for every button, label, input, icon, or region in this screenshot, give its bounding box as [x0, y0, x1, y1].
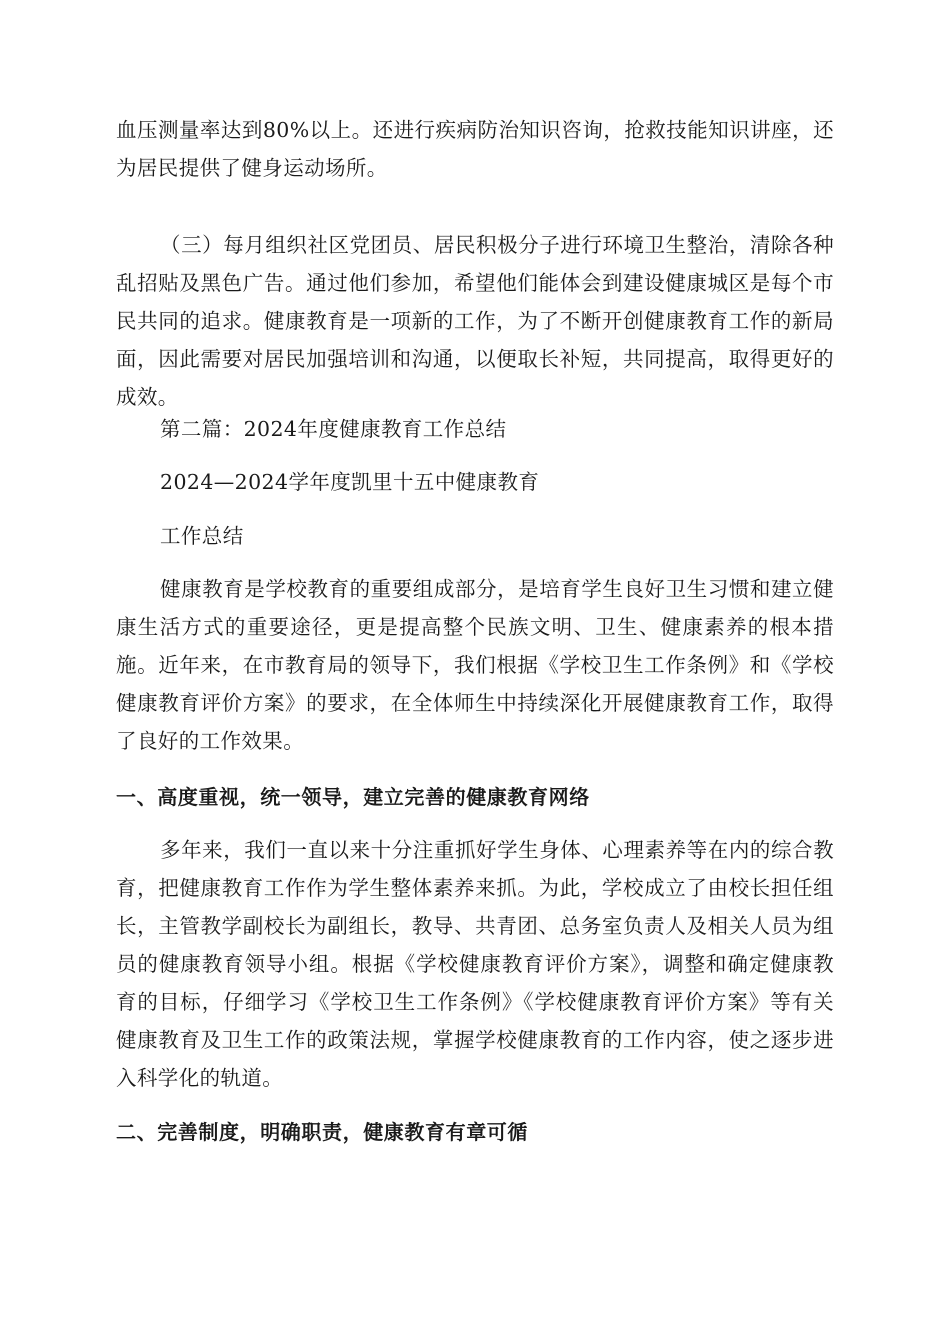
body-paragraph: 多年来，我们一直以来十分注重抓好学生身体、心理素养等在内的综合教育，把健康教育工作作为学生整体素养来抓。为此，学校成立了由校长担任组长，主管教学副校长为副组长，教导、共青团、总务室负责人及相关人员为组员的健康教育领导小组。根据《学校健康教育评价方案》，调整和确定健康教育的目标，仔细学习《学校卫生工作条例》《学校健康教育评价方案》等有关健康教育及卫生工作的政策法规，掌握学校健康教育的工作内容，使之逐步进入科学化的轨道。	[116, 838, 834, 1090]
body-paragraph: （三）每月组织社区党团员、居民积极分子进行环境卫生整治，清除各种乱招贴及黑色广告。通过他们参加，希望他们能体会到建设健康城区是每个市民共同的追求。健康教育是一项新的工作，为了不断开创健康教育工作的新局面，因此需要对居民加强培训和沟通，以便取长补短，共同提高，取得更好的成效。	[116, 233, 834, 409]
section-heading: 一、高度重视，统一领导，建立完善的健康教育网络	[116, 785, 590, 809]
body-paragraph: 血压测量率达到80%以上。还进行疾病防治知识咨询，抢救技能知识讲座，还为居民提供了健身运动场所。	[116, 118, 834, 180]
body-paragraph: 健康教育是学校教育的重要组成部分，是培育学生良好卫生习惯和建立健康生活方式的重要途径，更是提高整个民族文明、卫生、健康素养的根本措施。近年来，在市教育局的领导下，我们根据《学校卫生工作条例》和《学校健康教育评价方案》的要求，在全体师生中持续深化开展健康教育工作，取得了良好的工作效果。	[116, 577, 834, 753]
article-title: 第二篇：2024年度健康教育工作总结	[160, 417, 507, 441]
article-subtitle: 2024—2024学年度凯里十五中健康教育	[160, 470, 540, 494]
article-subtitle-line2: 工作总结	[160, 524, 244, 548]
section-heading: 二、完善制度，明确职责，健康教育有章可循	[116, 1120, 528, 1144]
